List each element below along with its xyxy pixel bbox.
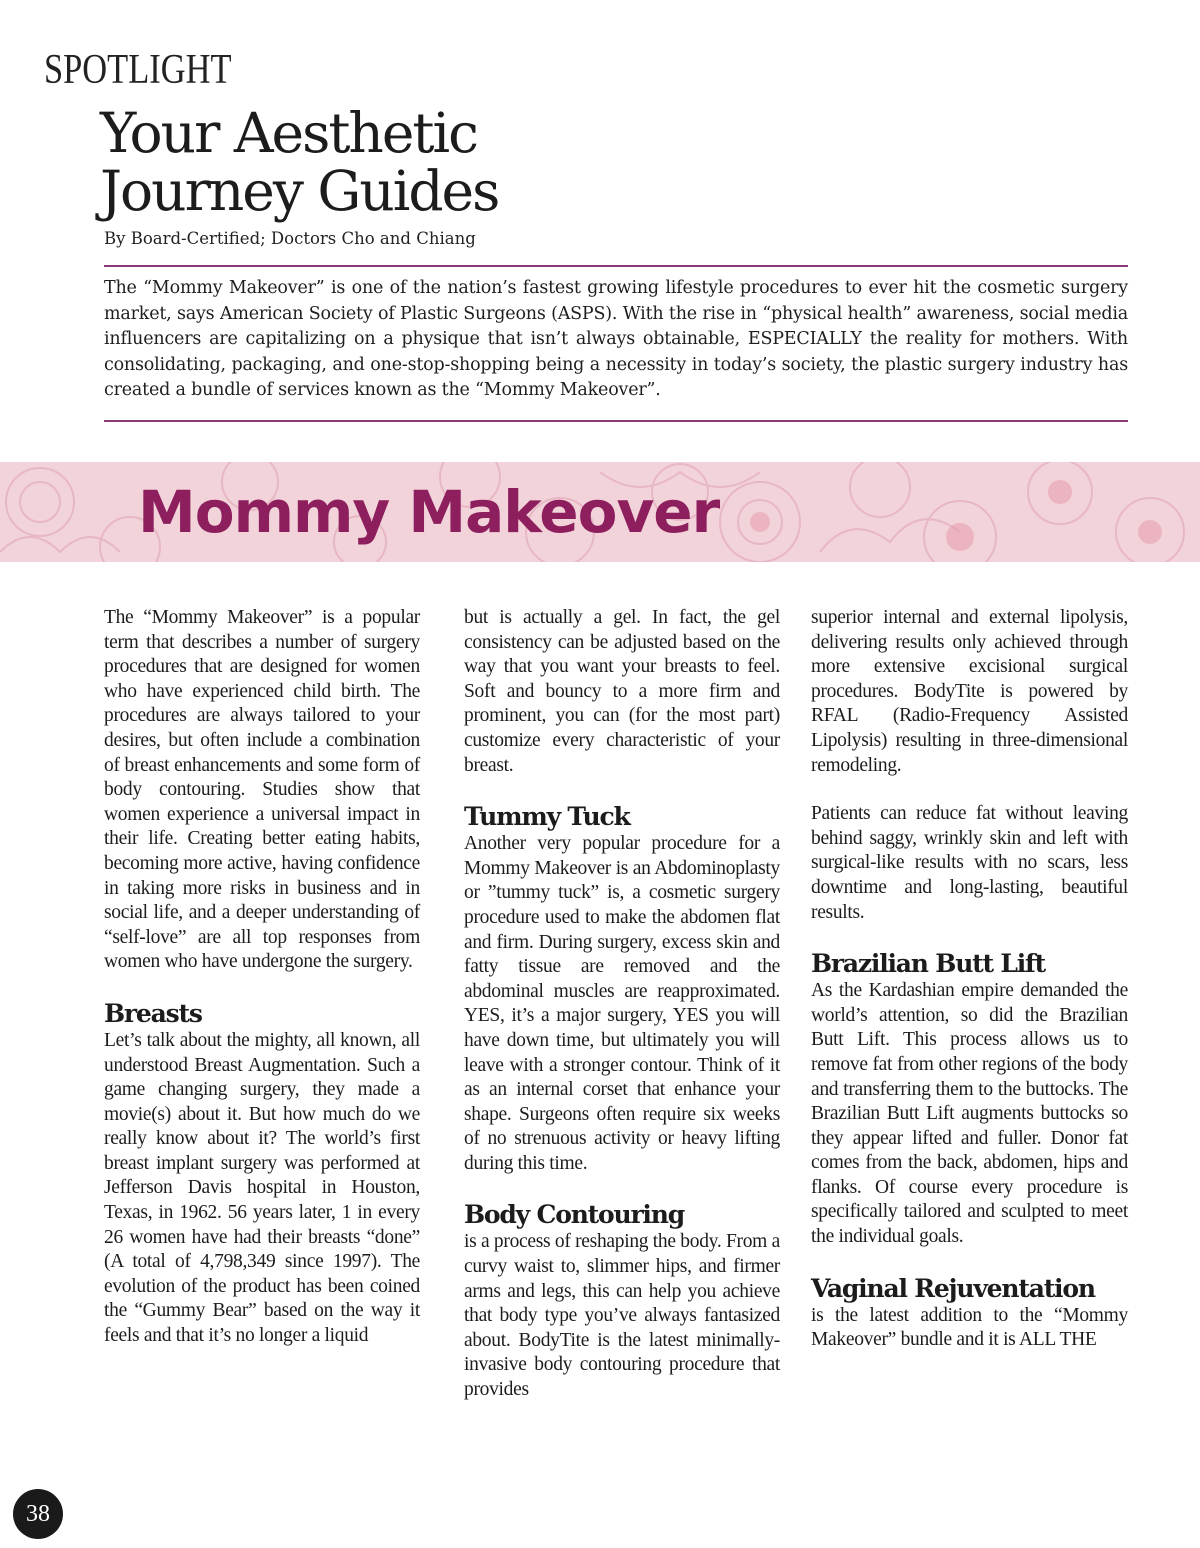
bodytite-results-paragraph: Patients can reduce fat without leaving behind saggy, wrinkly skin and left with surgical-like results with no scars, less downtime and long-lasting, beautiful results. xyxy=(811,803,1128,923)
article-title xyxy=(100,101,499,223)
article-column-1 xyxy=(104,606,420,1349)
intro-bottom-rule xyxy=(104,420,1128,422)
heading-body-contouring: Body Contouring xyxy=(464,1200,684,1230)
breasts-paragraph: Let’s talk about the mighty, all known, all understood Breast Augmentation. Such a game changing surgery, they made a movie(s) about it. But how much do we really know about it? The world’s first breast implant surgery was performed at Jefferson Davis hospital in Houston, Texas, in 1962. 56 years later, 1 in every 26 women have had their breasts “done” (A total of 4,798,349 since 1997). The evolution of the product has been coined the “Gummy Bear” based on the way it feels and that it’s no longer a liquid xyxy=(104,1029,420,1347)
body-contouring-paragraph: is a process of reshaping the body. From a curvy waist to, slimmer hips, and firmer arms and legs, this can help you achieve that body type you’ve always fantasized about. BodyTite is the latest minimally-invasive body contouring procedure that provides xyxy=(464,1231,780,1401)
intro-paragraph: The “Mommy Makeover” is one of the nation’s fastest growing lifestyle procedures to ever hit the cosmetic surgery market, says American Society of Plastic Surgeons (ASPS). With the rise in “physical health” awareness, social media influencers are capitalizing on a physique that isn’t always obtainable, ESPECIALLY the reality for mothers. With consolidating, packaging, and one-stop-shopping being a necessity in today’s society, the plastic surgery industry has created a bundle of services known as the “Mommy Makeover”. xyxy=(104,278,1128,400)
brazilian-butt-lift-paragraph: As the Kardashian empire demanded the world’s attention, so did the Brazilian Butt Lift. This process allows us to remove fat from other regions of the body and transferring them to the buttocks. The Brazilian Butt Lift augments buttocks so they appear lifted and fuller. Donor fat comes from the back, abdomen, hips and flanks. Of course every procedure is specifically tailored and sculpted to meet the individual goals. xyxy=(811,980,1128,1248)
tummy-tuck-paragraph: Another very popular procedure for a Mommy Makeover is an Abdominoplasty or ”tummy tuck” is, a cosmetic surgery procedure used to make the abdomen flat and firm. During surgery, excess skin and fatty tissue are removed and the abdominal muscles are reapproximated. YES, it’s a major surgery, YES you will have down time, but ultimately you will leave with a stronger contour. Think of it as an internal corset that enhance your shape. Surgeons often require six weeks of no strenuous activity or heavy lifting during this time. xyxy=(464,833,780,1174)
intro-top-rule xyxy=(104,265,1128,267)
column-2-paragraph: but is actually a gel. In fact, the gel consistency can be adjusted based on the way that you want your breasts to feel. Soft and bouncy to a more firm and prominent, you can (for the most part) customize every characteristic of your breast. xyxy=(464,607,780,776)
article-column-2 xyxy=(464,606,780,1403)
heading-breasts: Breasts xyxy=(104,998,202,1028)
vaginal-rejuvenation-paragraph: is the latest addition to the “Mommy Makeover” bundle and it is ALL THE xyxy=(811,1304,1128,1351)
column-1-paragraph: The “Mommy Makeover” is a popular term that describes a number of surgery procedures that are designed for women who have experienced child birth. The procedures are always tailored to your desires, but often include a combination of breast enhancements and some form of body contouring. Studies show that women experience a universal impact in their life. Creating better eating habits, becoming more active, having confidence in taking more risks in business and in social life, and a deeper understanding of “self-love” are all top responses from women who have undergone the surgery. xyxy=(104,607,420,973)
banner-title: Mommy Makeover xyxy=(138,478,720,546)
page-number: 38 xyxy=(26,1501,50,1527)
section-label: SPOTLIGHT xyxy=(44,47,232,93)
title-line-2: Journey Guides xyxy=(100,159,499,223)
heading-brazilian-butt-lift: Brazilian Butt Lift xyxy=(811,949,1045,979)
heading-tummy-tuck: Tummy Tuck xyxy=(464,802,630,832)
column-3-paragraph: superior internal and external lipolysis, delivering results only achieved through more extensive excisional surgical procedures. BodyTite is powered by RFAL (Radio-Frequency Assisted Lipolysis) resulting in three-dimensional remodeling. xyxy=(811,607,1128,776)
title-line-1: Your Aesthetic xyxy=(100,101,477,165)
article-column-3 xyxy=(811,606,1128,1353)
heading-vaginal-rejuvenation: Vaginal Rejuventation xyxy=(811,1273,1095,1303)
byline: By Board-Certified; Doctors Cho and Chiang xyxy=(104,229,476,248)
